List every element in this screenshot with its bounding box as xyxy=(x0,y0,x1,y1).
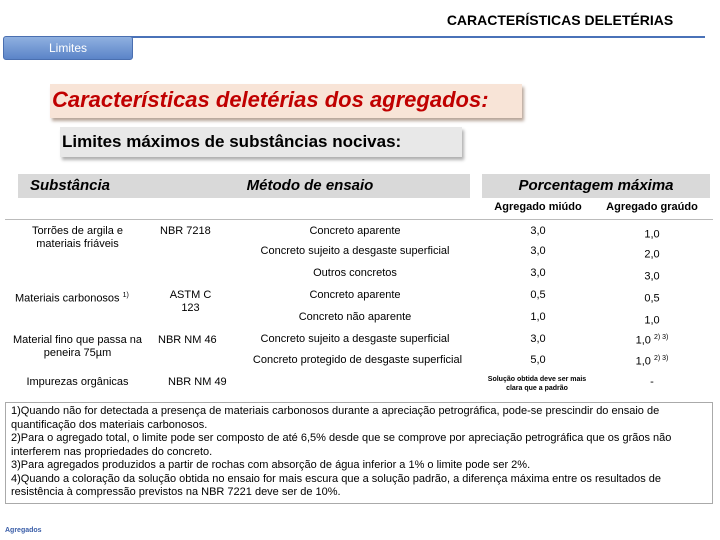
method-nbr7218: NBR 7218 xyxy=(160,225,211,237)
row-graudo-value: 2,0 xyxy=(644,248,660,261)
slide-heading: Características deletérias dos agregados: xyxy=(50,84,522,118)
footnote-4: 4)Quando a coloração da solução obtida no ensaio for mais escura que a solução padrão, a diferença máxima entre os resultados de resistência à compressão previstos na NBR 7221 deve ser de 10%. xyxy=(11,472,662,498)
row-miudo-value: 3,0 xyxy=(530,267,546,279)
row-miudo-value: 0,5 xyxy=(530,289,546,301)
footnote-2: 2)Para o agregado total, o limite pode ser composto de até 6,5% desde que se comprove por apreciação petrográfica que os grãos não interferem nas propriedades do concreto. xyxy=(11,432,672,458)
row-description: Concreto aparente xyxy=(309,225,401,237)
method-nbrnm46: NBR NM 46 xyxy=(158,334,217,346)
column-header-substancia: Substância xyxy=(18,174,160,198)
method-nbrnm49: NBR NM 49 xyxy=(168,376,227,388)
row-description: Outros concretos xyxy=(313,267,397,279)
row-description: Concreto aparente xyxy=(309,289,401,301)
row-miudo-value: 3,0 xyxy=(530,245,546,257)
row-graudo-value: 1,0 $^{2) 3)}$ xyxy=(635,334,669,347)
table-divider xyxy=(5,219,713,220)
row-graudo-value: 0,5 xyxy=(644,292,660,305)
slide-header-title: CARACTERÍSTICAS DELETÉRIAS xyxy=(446,12,674,28)
row-miudo-value: 1,0 xyxy=(530,311,546,323)
substance-impurezas: Impurezas orgânicas xyxy=(26,376,129,388)
slide-subheading: Limites máximos de substâncias nocivas: xyxy=(60,127,462,157)
impurezas-miudo-criterion: Solução obtida deve ser mais clara que a padrão xyxy=(487,376,587,392)
row-miudo-value: 5,0 xyxy=(530,354,546,366)
footnotes-box xyxy=(5,402,713,504)
substance-carbonosos: Materiais carbonosos $^{1)}$ xyxy=(15,292,129,305)
subheader-agregado-miudo: Agregado miúdo xyxy=(494,201,582,213)
footnote-3: 3)Para agregados produzidos a partir de rochas com absorção de água inferior a 1% o limite pode ser 2%. xyxy=(11,459,531,471)
section-tab-limites[interactable]: Limites xyxy=(3,36,133,60)
row-graudo-value: 1,0 xyxy=(644,228,660,241)
header-divider xyxy=(130,36,705,38)
row-description: Concreto não aparente xyxy=(298,311,412,323)
impurezas-graudo-value: - xyxy=(650,376,654,388)
row-description: Concreto sujeito a desgaste superficial xyxy=(260,245,450,257)
substance-torroes: Torrões de argila e materiais friáveis xyxy=(31,225,124,250)
row-description: Concreto sujeito a desgaste superficial xyxy=(260,333,450,345)
row-graudo-value: 1,0 $^{2) 3)}$ xyxy=(635,355,669,368)
footer-label: Agregados xyxy=(5,527,42,534)
row-miudo-value: 3,0 xyxy=(530,225,546,237)
subheader-agregado-graudo: Agregado graúdo xyxy=(606,201,698,213)
method-astm-c123: ASTM C 123 xyxy=(169,289,212,314)
substance-material-fino: Material fino que passa na peneira 75µm xyxy=(12,334,143,359)
footnote-1: 1)Quando não for detectada a presença de materiais carbonosos durante a apreciação petrográfica, pode-se prescindir do ensaio de quantificação dos materiais carbonosos. xyxy=(11,405,660,431)
row-description: Concreto protegido de desgaste superficial xyxy=(252,354,463,366)
row-graudo-value: 3,0 xyxy=(644,270,660,283)
column-header-metodo: Método de ensaio xyxy=(150,174,470,198)
column-header-porcentagem: Porcentagem máxima xyxy=(482,174,710,198)
row-graudo-value: 1,0 xyxy=(644,314,660,327)
row-miudo-value: 3,0 xyxy=(530,333,546,345)
